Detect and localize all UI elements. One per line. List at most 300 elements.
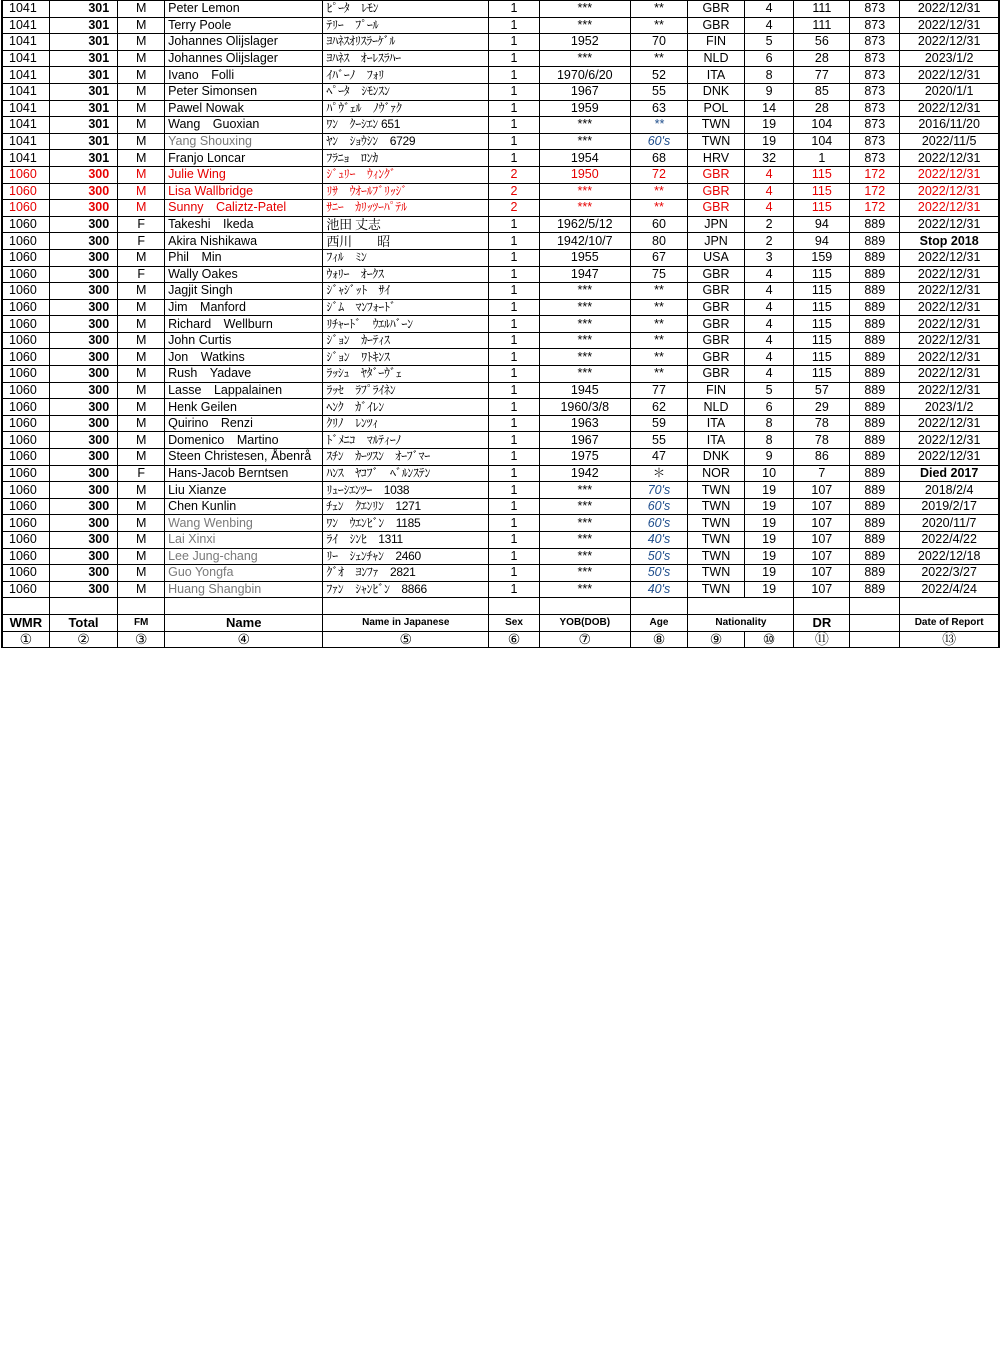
cell-date-of-report: 2022/12/31 [900, 150, 999, 167]
cell-sex: 1 [489, 17, 540, 34]
cell-age: 63 [630, 100, 688, 117]
table-row [2, 299, 999, 316]
cell-name-japanese: ｽﾁﾝ ｶｰﾂｽﾝ ｵｰﾌﾞﾏｰ [323, 449, 489, 466]
cell-sex: 1 [489, 581, 540, 598]
cell-wmr: 1060 [2, 465, 49, 482]
cell-nationality: GBR [688, 349, 744, 366]
cell-dr: 115 [794, 299, 850, 316]
table-row [2, 266, 999, 283]
cell-nationality: ITA [688, 415, 744, 432]
table-row [2, 117, 999, 134]
cell-region: 5 [744, 382, 794, 399]
table-row [2, 382, 999, 399]
cell-age: 60 [630, 216, 688, 233]
cell-age: 62 [630, 399, 688, 416]
cell-name: Takeshi Ikeda [165, 216, 323, 233]
cell-col12: 889 [850, 283, 900, 300]
cell-name: Domenico Martino [165, 432, 323, 449]
cell-region: 19 [744, 532, 794, 549]
cell-wmr: 1060 [2, 432, 49, 449]
cell-name: Jon Watkins [165, 349, 323, 366]
cell-dr: 29 [794, 399, 850, 416]
cell-date-of-report: 2022/12/31 [900, 216, 999, 233]
cell-region: 19 [744, 117, 794, 134]
cell-yob: 1975 [539, 449, 630, 466]
cell-sex: 1 [489, 249, 540, 266]
cell-wmr: 1041 [2, 50, 49, 67]
cell-total: 300 [49, 465, 117, 482]
cell-sex: 1 [489, 266, 540, 283]
table-row [2, 150, 999, 167]
column-number: ⑬ [900, 631, 999, 648]
cell-age: 47 [630, 449, 688, 466]
table-row [2, 34, 999, 51]
cell-age: 75 [630, 266, 688, 283]
cell-sex: 1 [489, 34, 540, 51]
cell-sex: 2 [489, 200, 540, 217]
cell-col12: 873 [850, 100, 900, 117]
cell-name: Wang Wenbing [165, 515, 323, 532]
cell-yob: 1945 [539, 382, 630, 399]
cell-wmr: 1060 [2, 349, 49, 366]
cell-age: 59 [630, 415, 688, 432]
cell-nationality: GBR [688, 366, 744, 383]
cell-total: 300 [49, 432, 117, 449]
cell-yob: 1962/5/12 [539, 216, 630, 233]
cell-dr: 107 [794, 532, 850, 549]
cell-dr: 107 [794, 482, 850, 499]
cell-sex: 1 [489, 515, 540, 532]
header-name-japanese: Name in Japanese [323, 614, 489, 631]
cell-yob: *** [539, 50, 630, 67]
cell-dr: 115 [794, 283, 850, 300]
cell-sex: 1 [489, 50, 540, 67]
cell-nationality: GBR [688, 17, 744, 34]
cell-date-of-report: 2022/12/31 [900, 266, 999, 283]
cell-date-of-report: 2022/12/31 [900, 432, 999, 449]
cell-name-japanese: 西川 昭 [323, 233, 489, 250]
cell-name: John Curtis [165, 332, 323, 349]
cell-fm: M [118, 67, 165, 84]
cell-name-japanese: ﾌｧﾝ ｼｬﾝﾋﾞﾝ 8866 [323, 581, 489, 598]
cell-col12: 889 [850, 399, 900, 416]
table-row [2, 200, 999, 217]
cell-wmr: 1041 [2, 117, 49, 134]
cell-date-of-report: 2023/1/2 [900, 50, 999, 67]
cell-age: 52 [630, 67, 688, 84]
table-row [2, 465, 999, 482]
cell-age: ** [630, 200, 688, 217]
table-row [2, 67, 999, 84]
cell-age: 60's [630, 133, 688, 150]
cell-yob: *** [539, 482, 630, 499]
cell-wmr: 1060 [2, 415, 49, 432]
cell-date-of-report: 2022/12/31 [900, 449, 999, 466]
cell-fm: M [118, 515, 165, 532]
cell-date-of-report: 2022/12/31 [900, 382, 999, 399]
cell-dr: 28 [794, 50, 850, 67]
cell-fm: M [118, 150, 165, 167]
cell-total: 300 [49, 249, 117, 266]
table-row [2, 366, 999, 383]
header-age: Age [630, 614, 688, 631]
cell-sex: 1 [489, 233, 540, 250]
cell-name: Jagjit Singh [165, 283, 323, 300]
cell-wmr: 1041 [2, 34, 49, 51]
cell-nationality: GBR [688, 1, 744, 18]
cell-col12: 873 [850, 150, 900, 167]
cell-dr: 115 [794, 166, 850, 183]
cell-wmr: 1041 [2, 1, 49, 18]
cell-name-japanese: ｼﾞｬｼﾞｯﾄ ｻｲ [323, 283, 489, 300]
cell-wmr: 1060 [2, 482, 49, 499]
table-row [2, 581, 999, 598]
cell-nationality: ITA [688, 432, 744, 449]
cell-date-of-report: Died 2017 [900, 465, 999, 482]
cell-age: ** [630, 332, 688, 349]
cell-yob: 1967 [539, 83, 630, 100]
cell-date-of-report: 2022/12/31 [900, 183, 999, 200]
cell-dr: 78 [794, 432, 850, 449]
cell-dr: 115 [794, 332, 850, 349]
cell-name: Phil Min [165, 249, 323, 266]
cell-nationality: DNK [688, 83, 744, 100]
cell-date-of-report: 2022/12/31 [900, 100, 999, 117]
cell-sex: 1 [489, 399, 540, 416]
header-sex: Sex [489, 614, 540, 631]
cell-age: 50's [630, 548, 688, 565]
cell-yob: *** [539, 283, 630, 300]
table-row [2, 399, 999, 416]
cell-age: ** [630, 183, 688, 200]
cell-date-of-report: 2022/4/24 [900, 581, 999, 598]
table-row [2, 332, 999, 349]
cell-col12: 873 [850, 133, 900, 150]
cell-date-of-report: 2022/12/31 [900, 316, 999, 333]
cell-yob: *** [539, 299, 630, 316]
cell-name-japanese: ｼﾞｮﾝ ﾜﾄｷﾝｽ [323, 349, 489, 366]
cell-col12: 889 [850, 332, 900, 349]
cell-region: 4 [744, 299, 794, 316]
cell-wmr: 1060 [2, 449, 49, 466]
cell-wmr: 1060 [2, 332, 49, 349]
cell-wmr: 1041 [2, 67, 49, 84]
column-number: ⑧ [630, 631, 688, 648]
cell-region: 14 [744, 100, 794, 117]
cell-wmr: 1060 [2, 166, 49, 183]
cell-name-japanese: ｸﾘﾉ ﾚﾝﾂｨ [323, 415, 489, 432]
cell-dr: 94 [794, 216, 850, 233]
cell-yob: *** [539, 498, 630, 515]
cell-yob: 1963 [539, 415, 630, 432]
cell-name-japanese: ｲﾊﾞｰﾉ ﾌｫﾘ [323, 67, 489, 84]
cell-age: ** [630, 1, 688, 18]
cell-nationality: FIN [688, 382, 744, 399]
cell-nationality: GBR [688, 316, 744, 333]
cell-dr: 104 [794, 117, 850, 134]
cell-region: 4 [744, 283, 794, 300]
cell-col12: 889 [850, 498, 900, 515]
table-row [2, 283, 999, 300]
cell-name: Wally Oakes [165, 266, 323, 283]
cell-name: Hans-Jacob Berntsen [165, 465, 323, 482]
cell-sex: 2 [489, 183, 540, 200]
cell-sex: 1 [489, 216, 540, 233]
cell-nationality: GBR [688, 200, 744, 217]
cell-nationality: GBR [688, 299, 744, 316]
cell-col12: 889 [850, 415, 900, 432]
cell-name-japanese: ﾍﾝｸ ｶﾞｲﾚﾝ [323, 399, 489, 416]
cell-name: Sunny Caliztz-Patel [165, 200, 323, 217]
cell-region: 4 [744, 266, 794, 283]
cell-name: Chen Kunlin [165, 498, 323, 515]
cell-fm: M [118, 382, 165, 399]
cell-nationality: GBR [688, 266, 744, 283]
cell-name: Pawel Nowak [165, 100, 323, 117]
cell-date-of-report: 2022/12/18 [900, 548, 999, 565]
cell-date-of-report: 2020/11/7 [900, 515, 999, 532]
cell-total: 300 [49, 166, 117, 183]
cell-age: 68 [630, 150, 688, 167]
cell-fm: M [118, 166, 165, 183]
cell-col12: 889 [850, 515, 900, 532]
cell-yob: *** [539, 316, 630, 333]
cell-region: 4 [744, 17, 794, 34]
cell-name-japanese: ｻﾆｰ ｶﾘｯﾂｰﾊﾟﾃﾙ [323, 200, 489, 217]
cell-sex: 1 [489, 150, 540, 167]
cell-dr: 115 [794, 349, 850, 366]
column-number [850, 631, 900, 648]
cell-dr: 85 [794, 83, 850, 100]
cell-dr: 115 [794, 183, 850, 200]
cell-fm: F [118, 266, 165, 283]
cell-name: Akira Nishikawa [165, 233, 323, 250]
cell-fm: M [118, 399, 165, 416]
cell-dr: 159 [794, 249, 850, 266]
cell-name: Steen Christesen, Åbenrå [165, 449, 323, 466]
cell-total: 300 [49, 366, 117, 383]
table-body [2, 1, 999, 598]
cell-date-of-report: Stop 2018 [900, 233, 999, 250]
cell-wmr: 1060 [2, 532, 49, 549]
cell-total: 301 [49, 150, 117, 167]
cell-name-japanese: ｼﾞｭﾘｰ ｳｨﾝｸﾞ [323, 166, 489, 183]
cell-name: Liu Xianze [165, 482, 323, 499]
cell-name-japanese: ﾗｲ ｼﾝﾋ 1311 [323, 532, 489, 549]
cell-dr: 107 [794, 581, 850, 598]
cell-name-japanese: ﾗｯｼｭ ﾔﾀﾞｰｳﾞｪ [323, 366, 489, 383]
cell-yob: 1967 [539, 432, 630, 449]
table-row [2, 249, 999, 266]
cell-name-japanese: ﾊﾝｽ ﾔｺﾌﾞ ﾍﾞﾙﾝｽﾃﾝ [323, 465, 489, 482]
cell-age: 80 [630, 233, 688, 250]
cell-fm: M [118, 532, 165, 549]
cell-region: 4 [744, 183, 794, 200]
cell-fm: M [118, 415, 165, 432]
cell-wmr: 1041 [2, 150, 49, 167]
cell-col12: 873 [850, 17, 900, 34]
cell-age: 60's [630, 498, 688, 515]
cell-fm: M [118, 299, 165, 316]
cell-yob: *** [539, 548, 630, 565]
cell-total: 300 [49, 233, 117, 250]
cell-wmr: 1060 [2, 515, 49, 532]
table-row [2, 1, 999, 18]
cell-date-of-report: 2022/12/31 [900, 299, 999, 316]
cell-fm: F [118, 233, 165, 250]
cell-fm: M [118, 17, 165, 34]
cell-fm: M [118, 498, 165, 515]
column-number: ⑪ [794, 631, 850, 648]
cell-wmr: 1060 [2, 233, 49, 250]
cell-yob: *** [539, 349, 630, 366]
cell-total: 301 [49, 100, 117, 117]
cell-wmr: 1060 [2, 216, 49, 233]
cell-date-of-report: 2022/12/31 [900, 200, 999, 217]
cell-yob: 1959 [539, 100, 630, 117]
cell-region: 4 [744, 349, 794, 366]
cell-wmr: 1060 [2, 299, 49, 316]
cell-wmr: 1060 [2, 399, 49, 416]
table-row [2, 532, 999, 549]
cell-age: 67 [630, 249, 688, 266]
cell-col12: 889 [850, 581, 900, 598]
cell-name: Lai Xinxi [165, 532, 323, 549]
cell-sex: 1 [489, 482, 540, 499]
cell-col12: 889 [850, 366, 900, 383]
cell-wmr: 1060 [2, 200, 49, 217]
cell-fm: M [118, 83, 165, 100]
cell-region: 19 [744, 581, 794, 598]
cell-fm: M [118, 50, 165, 67]
cell-sex: 2 [489, 166, 540, 183]
cell-fm: M [118, 565, 165, 582]
cell-wmr: 1060 [2, 316, 49, 333]
cell-total: 300 [49, 548, 117, 565]
records-table [1, 0, 1000, 648]
column-number: ① [2, 631, 49, 648]
cell-name-japanese: ﾜﾝ ｸｰｼｴﾝ 651 [323, 117, 489, 134]
table-row [2, 100, 999, 117]
cell-col12: 889 [850, 465, 900, 482]
cell-col12: 873 [850, 117, 900, 134]
cell-fm: M [118, 200, 165, 217]
cell-name: Lasse Lappalainen [165, 382, 323, 399]
cell-name: Terry Poole [165, 17, 323, 34]
column-number-row [2, 631, 999, 648]
cell-sex: 1 [489, 415, 540, 432]
cell-yob: *** [539, 581, 630, 598]
cell-sex: 1 [489, 532, 540, 549]
cell-dr: 115 [794, 316, 850, 333]
cell-total: 300 [49, 316, 117, 333]
cell-col12: 889 [850, 266, 900, 283]
cell-age: ** [630, 299, 688, 316]
cell-region: 4 [744, 200, 794, 217]
cell-region: 19 [744, 498, 794, 515]
cell-name-japanese: ﾘｰ ｼｪﾝﾁｬﾝ 2460 [323, 548, 489, 565]
table-row [2, 515, 999, 532]
table-row [2, 432, 999, 449]
table-row [2, 449, 999, 466]
cell-yob: *** [539, 332, 630, 349]
cell-name: Huang Shangbin [165, 581, 323, 598]
cell-nationality: DNK [688, 449, 744, 466]
cell-fm: M [118, 548, 165, 565]
header-name: Name [165, 614, 323, 631]
cell-dr: 77 [794, 67, 850, 84]
cell-sex: 1 [489, 366, 540, 383]
cell-wmr: 1060 [2, 382, 49, 399]
cell-name: Franjo Loncar [165, 150, 323, 167]
cell-nationality: TWN [688, 548, 744, 565]
cell-fm: M [118, 366, 165, 383]
cell-region: 8 [744, 432, 794, 449]
cell-name-japanese: ｳｫﾘｰ ｵｰｸｽ [323, 266, 489, 283]
cell-sex: 1 [489, 465, 540, 482]
cell-sex: 1 [489, 133, 540, 150]
cell-name: Rush Yadave [165, 366, 323, 383]
table-row [2, 17, 999, 34]
cell-fm: M [118, 100, 165, 117]
cell-dr: 94 [794, 233, 850, 250]
cell-sex: 1 [489, 565, 540, 582]
cell-age: ** [630, 117, 688, 134]
cell-sex: 1 [489, 1, 540, 18]
cell-region: 32 [744, 150, 794, 167]
cell-nationality: TWN [688, 117, 744, 134]
cell-region: 6 [744, 50, 794, 67]
column-number: ④ [165, 631, 323, 648]
cell-nationality: HRV [688, 150, 744, 167]
cell-wmr: 1041 [2, 133, 49, 150]
cell-wmr: 1060 [2, 283, 49, 300]
cell-col12: 889 [850, 349, 900, 366]
cell-fm: M [118, 581, 165, 598]
cell-yob: *** [539, 17, 630, 34]
cell-region: 19 [744, 133, 794, 150]
cell-dr: 107 [794, 548, 850, 565]
cell-sex: 1 [489, 432, 540, 449]
cell-fm: M [118, 249, 165, 266]
cell-total: 300 [49, 449, 117, 466]
cell-region: 4 [744, 166, 794, 183]
cell-fm: M [118, 283, 165, 300]
cell-name: Wang Guoxian [165, 117, 323, 134]
cell-nationality: TWN [688, 482, 744, 499]
cell-sex: 1 [489, 316, 540, 333]
cell-date-of-report: 2023/1/2 [900, 399, 999, 416]
cell-name-japanese: ﾃﾘｰ ﾌﾟｰﾙ [323, 17, 489, 34]
table-row [2, 482, 999, 499]
cell-name: Johannes Olijslager [165, 34, 323, 51]
cell-yob: 1950 [539, 166, 630, 183]
cell-region: 19 [744, 548, 794, 565]
cell-age: 70 [630, 34, 688, 51]
cell-total: 301 [49, 133, 117, 150]
cell-age: 50's [630, 565, 688, 582]
cell-total: 301 [49, 67, 117, 84]
cell-region: 6 [744, 399, 794, 416]
cell-region: 19 [744, 515, 794, 532]
cell-col12: 889 [850, 565, 900, 582]
cell-total: 300 [49, 216, 117, 233]
cell-name-japanese: 池田 丈志 [323, 216, 489, 233]
table-row [2, 565, 999, 582]
cell-nationality: GBR [688, 183, 744, 200]
cell-date-of-report: 2022/12/31 [900, 17, 999, 34]
cell-name-japanese: ﾜﾝ ｳｴﾝﾋﾞﾝ 1185 [323, 515, 489, 532]
